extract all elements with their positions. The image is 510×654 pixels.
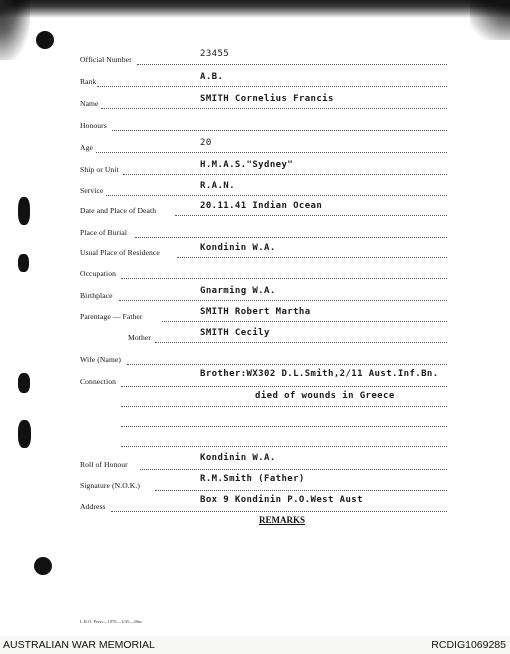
age-label: Age — [80, 143, 93, 152]
footer-record-id: RCDIG1069285 — [431, 639, 506, 651]
death-line — [175, 215, 447, 216]
service-label: Service — [80, 186, 104, 195]
wife-label: Wife (Name) — [80, 355, 122, 364]
roll-line — [140, 469, 447, 470]
scan-edge-left — [0, 0, 30, 60]
rank-value: A.B. — [200, 72, 224, 82]
connection-value-1: Brother:WX302 D.L.Smith,2/11 Aust.Inf.Bn. — [200, 369, 439, 379]
father-label: Parentage — Father — [80, 312, 143, 321]
archive-footer — [0, 636, 510, 654]
rank-line — [97, 86, 447, 87]
residence-label: Usual Place of Residence — [80, 248, 160, 257]
death-value: 20.11.41 Indian Ocean — [200, 201, 323, 211]
burial-label: Place of Burial — [80, 228, 128, 237]
occupation-line — [121, 278, 447, 279]
scan-edge-top — [0, 0, 510, 18]
connection-label: Connection — [80, 377, 117, 386]
punch-hole-top — [36, 31, 54, 49]
signature-value: R.M.Smith (Father) — [200, 474, 305, 484]
name-value: SMITH Cornelius Francis — [200, 94, 334, 104]
birthplace-label: Birthplace — [80, 291, 113, 300]
father-line — [162, 321, 447, 322]
mother-label: Mother — [128, 333, 151, 342]
residence-line — [177, 257, 447, 258]
birthplace-value: Gnarming W.A. — [200, 286, 276, 296]
wife-line — [127, 364, 447, 365]
scan-edge-right — [470, 0, 510, 40]
honours-label: Honours — [80, 121, 107, 130]
roll-value: Kondinin W.A. — [200, 453, 276, 463]
residence-value: Kondinin W.A. — [200, 243, 276, 253]
address-label: Address — [80, 502, 106, 511]
age-value: 20 — [200, 138, 212, 148]
address-line — [111, 511, 447, 512]
death-label: Date and Place of Death — [80, 206, 157, 215]
service-line — [106, 195, 447, 196]
official-number-value: 23455 — [200, 49, 230, 59]
occupation-label: Occupation — [80, 269, 117, 278]
mother-line — [155, 342, 447, 343]
name-line — [101, 108, 447, 109]
print-code: L.R.O. Press—1976—1/45—20m. — [80, 619, 143, 624]
birthplace-line — [119, 300, 447, 301]
ship-value: H.M.A.S."Sydney" — [200, 160, 294, 170]
footer-institution: AUSTRALIAN WAR MEMORIAL — [3, 639, 155, 651]
punch-hole-mid-upper — [18, 254, 29, 272]
age-line — [96, 152, 447, 153]
honours-line — [112, 130, 447, 131]
official-number-line — [137, 64, 447, 65]
father-value: SMITH Robert Martha — [200, 307, 311, 317]
official-number-label: Official Number — [80, 55, 132, 64]
punch-hole-lower — [18, 420, 31, 448]
connection-line-4 — [121, 446, 447, 447]
name-label: Name — [80, 99, 99, 108]
mother-value: SMITH Cecily — [200, 328, 270, 338]
signature-label: Signature (N.O.K.) — [80, 481, 141, 490]
punch-hole-upper — [18, 197, 30, 225]
burial-line — [135, 237, 447, 238]
connection-line-2 — [121, 406, 447, 407]
rank-label: Rank — [80, 77, 97, 86]
punch-hole-bottom — [34, 557, 52, 575]
ship-label: Ship or Unit — [80, 165, 119, 174]
roll-label: Roll of Honour — [80, 460, 128, 469]
connection-line-1 — [121, 386, 447, 387]
remarks-heading: REMARKS — [259, 515, 306, 525]
punch-hole-mid-lower — [18, 373, 30, 393]
connection-value-2: died of wounds in Greece — [255, 391, 395, 401]
ship-line — [123, 174, 447, 175]
address-value: Box 9 Kondinin P.O.West Aust — [200, 495, 363, 505]
service-value: R.A.N. — [200, 181, 235, 191]
signature-line — [155, 490, 447, 491]
connection-line-3 — [121, 426, 447, 427]
